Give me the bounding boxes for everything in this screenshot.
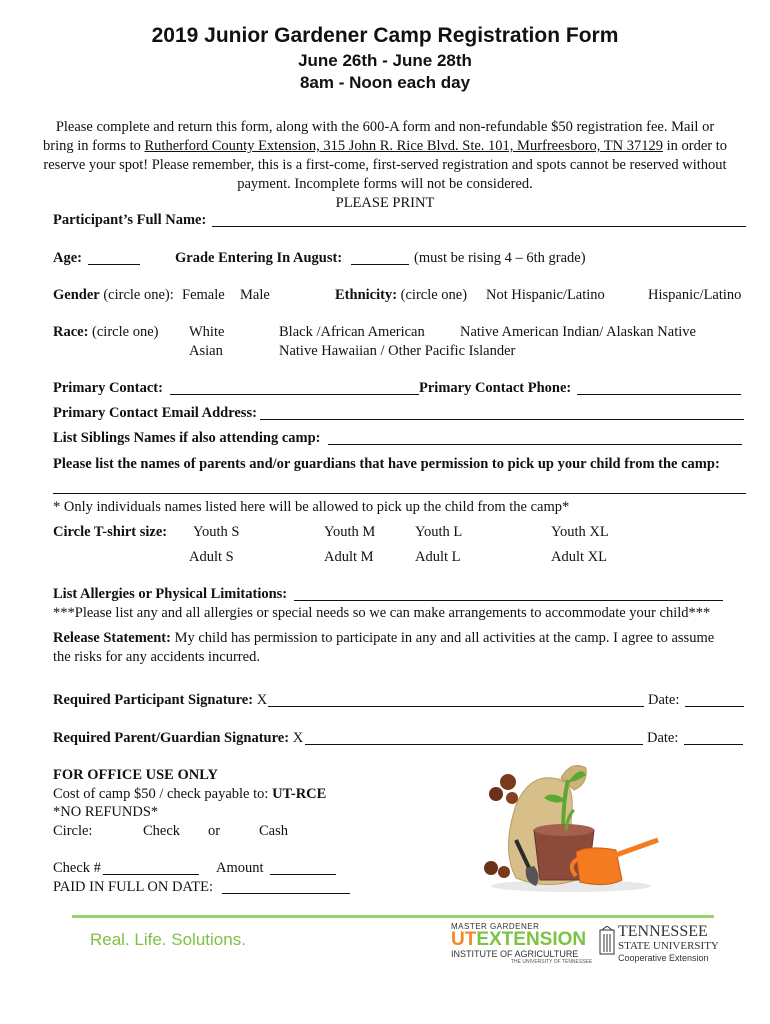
age-label: Age: bbox=[53, 250, 82, 266]
primary-email-label: Primary Contact Email Address: bbox=[53, 405, 257, 421]
office-check-option[interactable]: Check bbox=[143, 823, 181, 839]
size-youth-s[interactable]: Youth S bbox=[193, 524, 240, 540]
footer-divider bbox=[72, 915, 714, 918]
ethnicity-row bbox=[335, 287, 467, 304]
release-statement bbox=[53, 630, 714, 647]
tsu-line-2: STATE UNIVERSITY bbox=[618, 940, 719, 952]
primary-contact-label: Primary Contact: bbox=[53, 380, 163, 396]
office-heading: FOR OFFICE USE ONLY bbox=[53, 767, 219, 783]
participant-date-field[interactable] bbox=[685, 706, 744, 707]
guardian-signature-row bbox=[53, 730, 303, 747]
grade-note: (must be rising 4 – 6th grade) bbox=[414, 250, 586, 266]
gender-label: Gender bbox=[53, 287, 100, 303]
ut-extension-logo bbox=[451, 922, 592, 965]
office-payee: UT-RCE bbox=[272, 786, 327, 802]
size-youth-xl[interactable]: Youth XL bbox=[551, 524, 609, 540]
office-check-num-label: Check # bbox=[53, 860, 101, 876]
participant-signature-field[interactable] bbox=[268, 706, 644, 707]
guardian-signature-label: Required Parent/Guardian Signature: bbox=[53, 730, 290, 746]
tsu-seal-icon bbox=[598, 926, 616, 956]
office-circle-label: Circle: bbox=[53, 823, 93, 839]
size-adult-xl[interactable]: Adult XL bbox=[551, 549, 607, 565]
participant-signature-label: Required Participant Signature: bbox=[53, 692, 254, 708]
full-name-label: Participant’s Full Name: bbox=[53, 212, 207, 228]
footer-slogan: Real. Life. Solutions. bbox=[90, 930, 246, 949]
garden-illustration bbox=[476, 760, 666, 895]
guardian-date-field[interactable] bbox=[684, 744, 743, 745]
race-white[interactable]: White bbox=[189, 324, 225, 340]
guardians-label: Please list the names of parents and/or guardians that have permission to pick up your child from the camp: bbox=[53, 456, 720, 472]
tshirt-label: Circle T-shirt size: bbox=[53, 524, 168, 540]
race-black[interactable]: Black /African American bbox=[279, 324, 425, 340]
intro-text-1: Please complete and return this form, along with the 600-A form and non-refundable $50 registration fee. Mail or bring in forms to bbox=[43, 119, 715, 154]
primary-phone-label: Primary Contact Phone: bbox=[419, 380, 572, 396]
office-cash-option[interactable]: Cash bbox=[259, 823, 288, 839]
ut-mark: UT bbox=[451, 929, 477, 950]
form-title: 2019 Junior Gardener Camp Registration Form bbox=[151, 24, 619, 47]
ethnicity-label: Ethnicity: bbox=[335, 287, 398, 303]
extension-wordmark bbox=[451, 931, 592, 949]
university-label: THE UNIVERSITY OF TENNESSEE bbox=[511, 959, 593, 965]
guardian-x-mark: X bbox=[292, 730, 304, 746]
guardian-signature-field[interactable] bbox=[305, 744, 643, 745]
camp-hours: 8am - Noon each day bbox=[299, 73, 471, 92]
office-cost: Cost of camp $50 / check payable to: bbox=[53, 786, 273, 802]
ethnicity-circle-note: (circle one) bbox=[400, 287, 468, 303]
intro-text-2: in order to reserve your spot! Please remember, this is a first-come, first-served registration and spots cannot be reserved without payment. Incomplete forms will not be considered. bbox=[43, 138, 727, 192]
size-adult-m[interactable]: Adult M bbox=[324, 549, 374, 565]
gender-female[interactable]: Female bbox=[182, 287, 225, 303]
size-adult-s[interactable]: Adult S bbox=[189, 549, 234, 565]
institute-label: INSTITUTE OF AGRICULTURE bbox=[451, 949, 579, 959]
guardian-date-label: Date: bbox=[647, 730, 679, 746]
release-text-2: the risks for any accidents incurred. bbox=[53, 649, 260, 665]
tsu-logo bbox=[618, 924, 719, 964]
office-amount-label: Amount bbox=[216, 860, 264, 876]
guardians-field[interactable] bbox=[53, 493, 746, 494]
extension-word: EXTENSION bbox=[476, 929, 587, 950]
gender-circle-note: (circle one): bbox=[103, 287, 174, 303]
allergies-note: ***Please list any and all allergies or special needs so we can make arrangements to accommodate your child*** bbox=[53, 605, 711, 621]
size-youth-l[interactable]: Youth L bbox=[415, 524, 463, 540]
office-paid-label: PAID IN FULL ON DATE: bbox=[53, 879, 214, 895]
office-check-num-field[interactable] bbox=[103, 874, 199, 875]
grade-field[interactable] bbox=[351, 264, 409, 265]
gender-male[interactable]: Male bbox=[240, 287, 270, 303]
release-label: Release Statement: bbox=[53, 630, 171, 646]
race-circle-note: (circle one) bbox=[92, 324, 159, 340]
primary-phone-field[interactable] bbox=[577, 394, 741, 395]
master-gardener-label: MASTER GARDENER bbox=[451, 922, 540, 931]
primary-contact-field[interactable] bbox=[170, 394, 419, 395]
allergies-label: List Allergies or Physical Limitations: bbox=[53, 586, 288, 602]
intro-address: Rutherford County Extension, 315 John R. Rice Blvd. Ste. 101, Murfreesboro, TN 37129 bbox=[144, 138, 663, 154]
intro-paragraph bbox=[40, 118, 730, 213]
siblings-label: List Siblings Names if also attending camp: bbox=[53, 430, 321, 446]
office-cost-row bbox=[53, 786, 326, 803]
office-amount-field[interactable] bbox=[270, 874, 336, 875]
size-adult-l[interactable]: Adult L bbox=[415, 549, 461, 565]
guardians-note: * Only individuals names listed here will be allowed to pick up the child from the camp* bbox=[53, 499, 570, 515]
camp-dates: June 26th - June 28th bbox=[298, 51, 472, 70]
size-youth-m[interactable]: Youth M bbox=[324, 524, 376, 540]
siblings-field[interactable] bbox=[328, 444, 742, 445]
race-native-hawaiian[interactable]: Native Hawaiian / Other Pacific Islander bbox=[279, 343, 516, 359]
office-or: or bbox=[208, 823, 221, 839]
office-paid-field[interactable] bbox=[222, 893, 350, 894]
age-field[interactable] bbox=[88, 264, 140, 265]
full-name-field[interactable] bbox=[212, 226, 746, 227]
grade-label: Grade Entering In August: bbox=[175, 250, 343, 266]
participant-signature-row bbox=[53, 692, 267, 709]
ethnicity-hispanic[interactable]: Hispanic/Latino bbox=[648, 287, 742, 303]
gender-row bbox=[53, 287, 174, 304]
allergies-field[interactable] bbox=[294, 600, 723, 601]
race-label: Race: bbox=[53, 324, 89, 340]
primary-email-field[interactable] bbox=[260, 419, 744, 420]
tsu-line-3: Cooperative Extension bbox=[618, 953, 709, 963]
participant-date-label: Date: bbox=[648, 692, 680, 708]
ethnicity-not-hispanic[interactable]: Not Hispanic/Latino bbox=[486, 287, 605, 303]
please-print: PLEASE PRINT bbox=[335, 195, 435, 211]
release-text: My child has permission to participate in any and all activities at the camp. I agree to assume bbox=[174, 630, 715, 646]
tsu-line-1: TENNESSEE bbox=[618, 923, 708, 940]
race-asian[interactable]: Asian bbox=[189, 343, 223, 359]
race-native-american[interactable]: Native American Indian/ Alaskan Native bbox=[460, 324, 696, 340]
office-no-refunds: *NO REFUNDS* bbox=[53, 804, 159, 820]
participant-x-mark: X bbox=[256, 692, 268, 708]
race-row bbox=[53, 324, 158, 341]
